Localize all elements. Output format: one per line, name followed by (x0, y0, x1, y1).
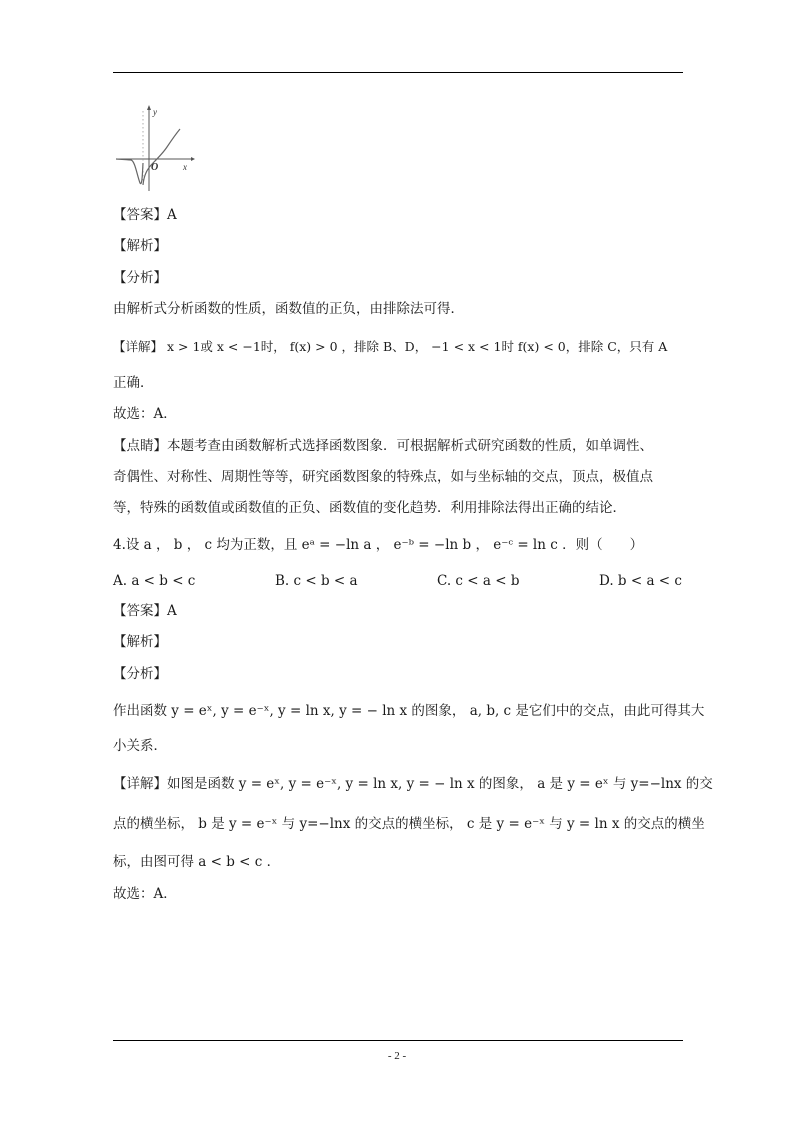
origin-label: O (151, 162, 159, 173)
curve-left (116, 159, 143, 184)
option-d: D. b < a < c (599, 573, 682, 589)
option-b: B. c < b < a (275, 573, 358, 589)
analysis-2-heading: 【解析】 (113, 634, 167, 650)
x-axis-arrow (191, 157, 195, 161)
fenxi-1-heading: 【分析】 (113, 270, 167, 286)
fenxi-2-heading: 【分析】 (113, 666, 167, 682)
answer-2: 【答案】A (113, 603, 177, 619)
note-line-1: 【点睛】本题考查由函数解析式选择函数图象．可根据解析式研究函数的性质，如单调性、 (113, 438, 653, 454)
fenxi-2-continued: 小关系． (113, 738, 167, 754)
choose-2: 故选：A． (113, 886, 177, 902)
answer-1: 【答案】A (113, 207, 177, 223)
choose-1: 故选：A． (113, 406, 177, 422)
detail-2-line-3: 标，由图可得 a < b < c ． (113, 854, 281, 870)
header-rule (113, 72, 683, 73)
analysis-1-heading: 【解析】 (113, 238, 167, 254)
x-axis-label: x (183, 162, 187, 172)
function-graph (113, 103, 195, 193)
detail-2-line-2: 点的横坐标， b 是 y = e⁻ˣ 与 y=−lnx 的交点的横坐标， c 是 y = e⁻ˣ 与 y = ln x 的交点的横坐 (113, 816, 705, 832)
note-line-3: 等，特殊的函数值或函数值的正负、函数值的变化趋势．利用排除法得出正确的结论． (113, 500, 626, 516)
detail-2-line-1: 【详解】如图是函数 y = eˣ, y = e⁻ˣ, y = ln x, y = − ln x 的图象， a 是 y = eˣ 与 y=−lnx 的交 (113, 776, 713, 792)
option-a: A. a < b < c (113, 573, 196, 589)
note-line-2: 奇偶性、对称性、周期性等等，研究函数图象的特殊点，如与坐标轴的交点，顶点，极值点 (113, 469, 653, 485)
y-axis-arrow (147, 105, 151, 110)
page-number: - 2 - (387, 1050, 407, 1062)
y-axis-label: y (153, 107, 157, 117)
option-c: C. c < a < b (437, 573, 520, 589)
question-4: 4.设 a ， b ， c 均为正数，且 eᵃ = −ln a ， e⁻ᵇ = −ln b ， e⁻ᶜ = ln c ．则（ ） (113, 537, 644, 553)
detail-1-text: 【详解】 x > 1或 x < −1时， f(x) > 0 ，排除 B、D， −1 < x < 1时 f(x) < 0，排除 C，只有 A (113, 339, 668, 354)
fenxi-2-text: 作出函数 y = eˣ, y = e⁻ˣ, y = ln x, y = − ln x 的图象， a, b, c 是它们中的交点，由此可得其大 (113, 703, 705, 719)
fenxi-1-text: 由解析式分析函数的性质，函数值的正负，由排除法可得． (113, 301, 464, 317)
detail-1-continued: 正确． (113, 375, 154, 391)
footer-rule (113, 1040, 683, 1041)
